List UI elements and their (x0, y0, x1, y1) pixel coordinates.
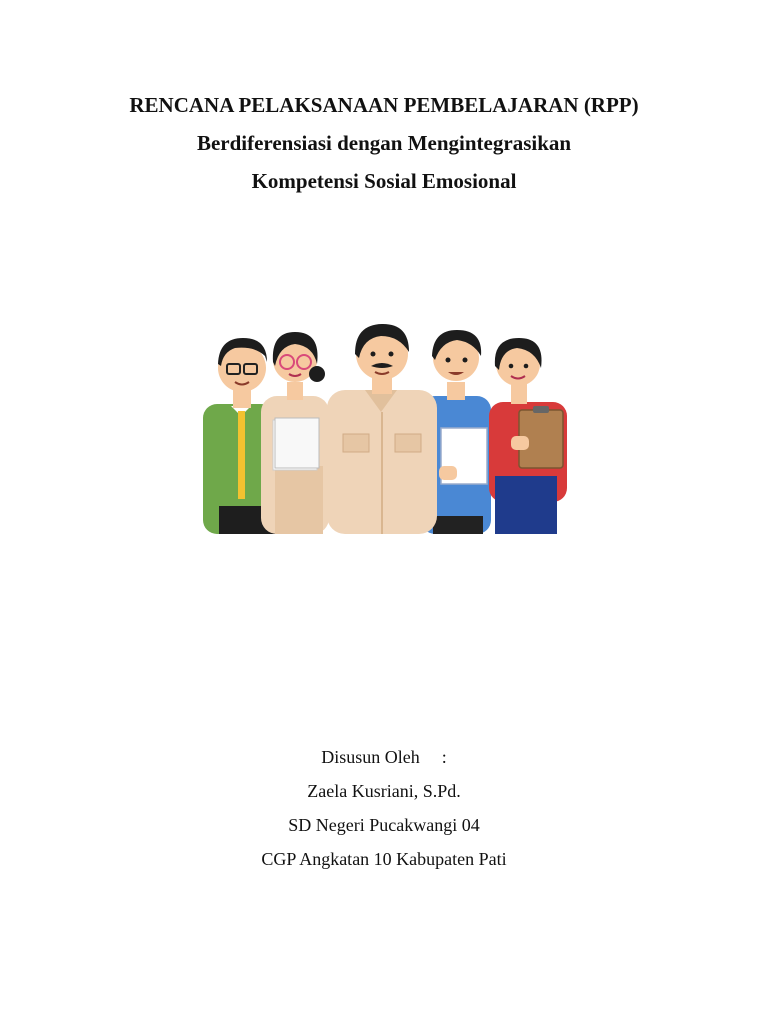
compiled-by-label: Disusun Oleh (321, 747, 420, 767)
author-school: SD Negeri Pucakwangi 04 (288, 815, 480, 835)
compiled-by-line (0, 740, 768, 774)
person-beige-woman (261, 332, 329, 534)
author-name: Zaela Kusriani, S.Pd. (307, 781, 461, 801)
author-program: CGP Angkatan 10 Kabupaten Pati (261, 849, 507, 869)
author-info (0, 740, 768, 876)
person-center-man (327, 324, 437, 534)
title-line-3: Kompetensi Sosial Emosional (251, 169, 517, 193)
title-line-1: RENCANA PELAKSANAAN PEMBELAJARAN (RPP) (129, 93, 639, 117)
title-line-2: Berdiferensiasi dengan Mengintegrasikan (196, 131, 572, 155)
person-red-shirt (489, 338, 567, 534)
teachers-illustration (195, 316, 580, 534)
document-title (0, 86, 768, 200)
compiled-by-colon: : (441, 747, 447, 767)
